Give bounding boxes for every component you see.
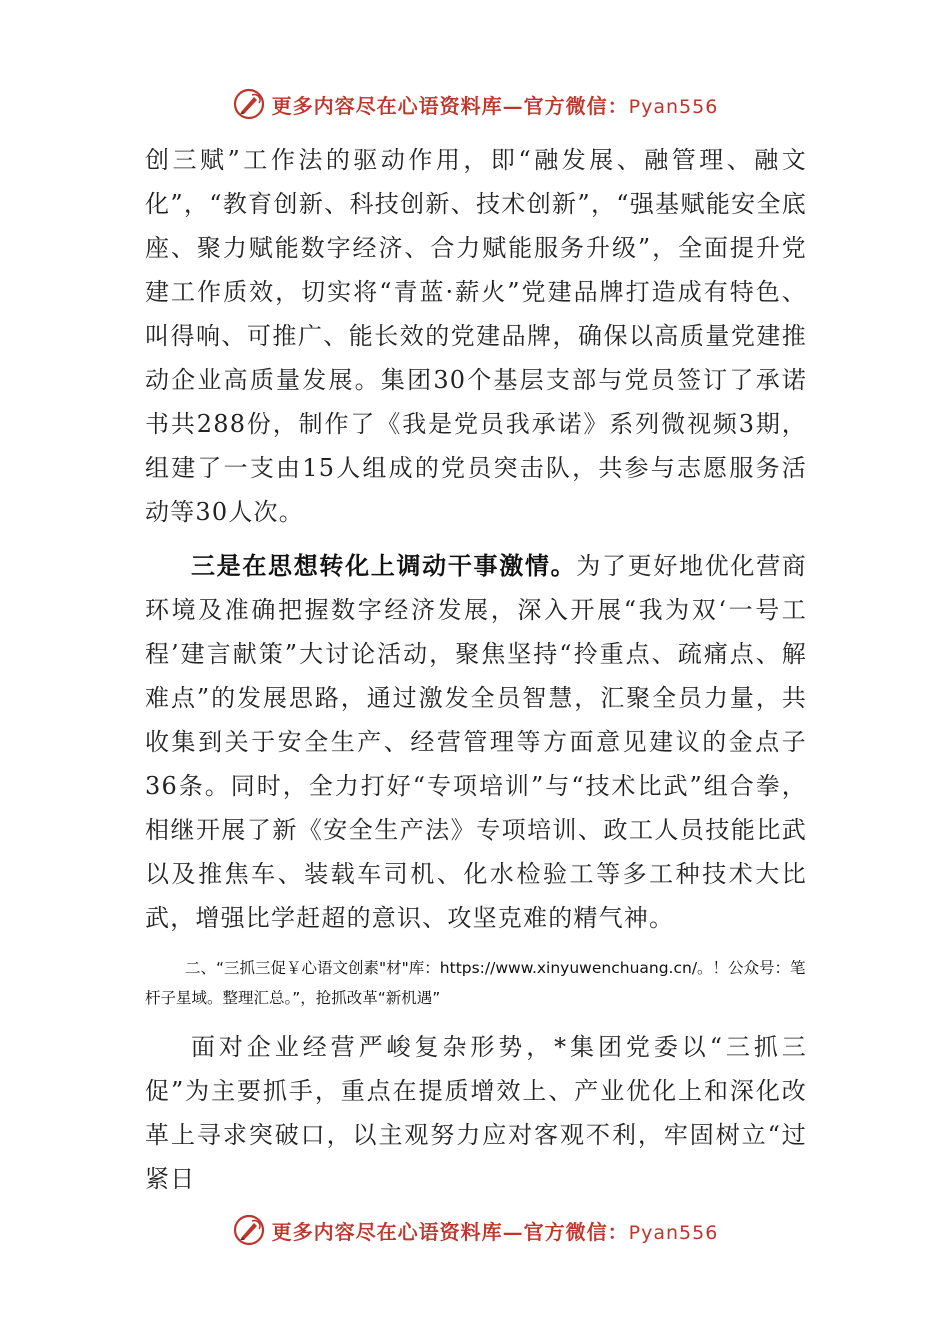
footer-banner <box>0 1210 950 1250</box>
section-heading-2-text: 二、“三抓三促￥心语文创素"材"库：https://www.xinyuwenchuang.cn/。！公众号：笔杆子星域。整理汇总。”，抢抓改革“新机遇” <box>145 959 806 1007</box>
paragraph-1-text: 创三赋”工作法的驱动作用，即“融发展、融管理、融文化”，“教育创新、科技创新、技术创新”，“强基赋能安全底座、聚力赋能数字经济、合力赋能服务升级”，全面提升党建工作质效，切实将“青蓝·薪火”党建品牌打造成有特色、叫得响、可推广、能长效的党建品牌，确保以高质量党建推动企业高质量发展。集团30个基层支部与党员签订了承诺书共288份，制作了《我是党员我承诺》系列微视频3期，组建了一支由15人组成的党员突击队，共参与志愿服务活动等30人次。 <box>145 146 807 526</box>
paragraph-2-lead: 三是在思想转化上调动干事激情。 <box>191 552 577 580</box>
banner-main-text: 更多内容尽在心语资料库—官方微信： <box>271 93 629 118</box>
paragraph-3 <box>145 1025 807 1201</box>
section-heading-2 <box>145 953 807 1013</box>
banner-handle: Pyan556 <box>628 1221 719 1244</box>
paragraph-2-body: 为了更好地优化营商环境及准确把握数字经济发展，深入开展“我为双‘一号工程’建言献策”大讨论活动，聚焦坚持“拎重点、疏痛点、解难点”的发展思路，通过激发全员智慧，汇聚全员力量，共收集到关于安全生产、经营管理等方面意见建议的金点子36条。同时，全力打好“专项培训”与“技术比武”组合拳，相继开展了新《安全生产法》专项培训、政工人员技能比武以及推焦车、装载车司机、化水检验工等多工种技术大比武，增强比学赶超的意识、攻坚克难的精气神。 <box>145 552 807 932</box>
banner-handle: Pyan556 <box>628 95 719 118</box>
paragraph-3-text: 面对企业经营严峻复杂形势，*集团党委以“三抓三促”为主要抓手，重点在提质增效上、产业优化上和深化改革上寻求突破口，以主观努力应对客观不利，牢固树立“过紧日 <box>145 1033 807 1193</box>
pen-logo-icon <box>232 1213 266 1247</box>
paragraph-2 <box>145 544 807 940</box>
header-banner <box>0 84 950 124</box>
banner-main-text: 更多内容尽在心语资料库—官方微信： <box>271 1219 629 1244</box>
pen-logo-icon <box>232 87 266 121</box>
paragraph-1 <box>145 138 807 534</box>
